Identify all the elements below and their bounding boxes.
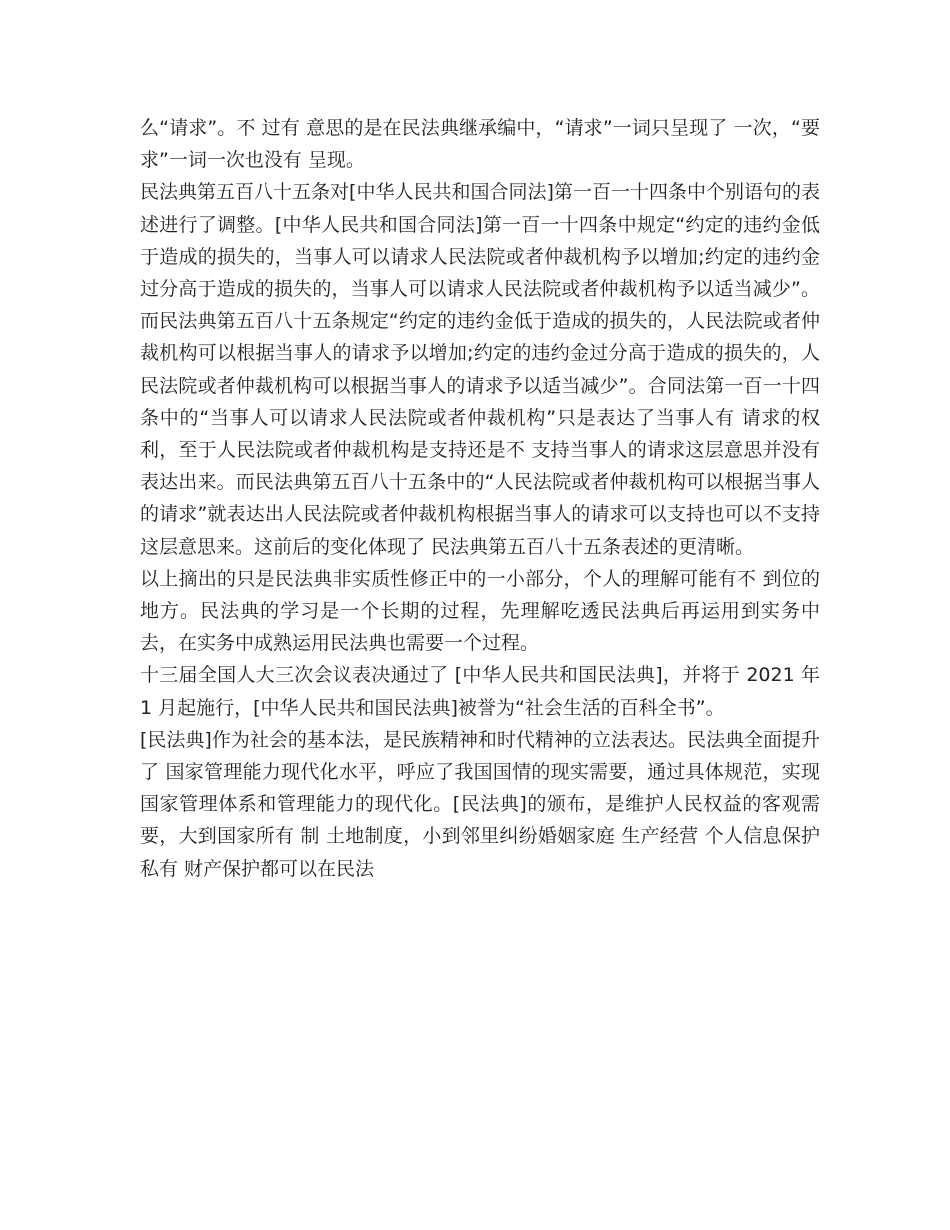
paragraph-1: 么“请求”。不 过有 意思的是在民法典继承编中，“请求”一词只呈现了 一次，“要求”一词一次也没有 呈现。: [140, 117, 820, 172]
paragraph-3: 以上摘出的只是民法典非实质性修正中的一小部分，个人的理解可能有不 到位的地方。民法典的学习是一个长期的过程，先理解吃透民法典后再运用到实务中去，在实务中成熟运用民法典也需要一个过程。: [140, 567, 820, 655]
body-text: [140, 112, 820, 885]
paragraph-4: 十三届全国人大三次会议表决通过了 [中华人民共和国民法典]，并将于 2021 年 1 月起施行，[中华人民共和国民法典]被誉为“社会生活的百科全书”。: [140, 664, 820, 719]
paragraph-2: 民法典第五百八十五条对[中华人民共和国合同法]第一百一十四条中个别语句的表述进行了调整。[中华人民共和国合同法]第一百一十四条中规定“约定的违约金低于造成的损失的，当事人可以请求人民法院或者仲裁机构予以增加;约定的违约金过分高于造成的损失的，当事人可以请求人民法院或者仲裁机构予以适当减少”。而民法典第五百八十五条规定“约定的违约金低于造成的损失的，人民法院或者仲裁机构可以根据当事人的请求予以增加;约定的违约金过分高于造成的损失的，人民法院或者仲裁机构可以根据当事人的请求予以适当减少”。合同法第一百一十四条中的“当事人可以请求人民法院或者仲裁机构”只是表达了当事人有 请求的权利，至于人民法院或者仲裁机构是支持还是不 支持当事人的请求这层意思并没有表达出来。而民法典第五百八十五条中的“人民法院或者仲裁机构可以根据当事人的请求”就表达出人民法院或者仲裁机构根据当事人的请求可以支持也可以不支持这层意思来。这前后的变化体现了 民法典第五百八十五条表述的更清晰。: [140, 181, 820, 558]
paragraph-5: [民法典]作为社会的基本法，是民族精神和时代精神的立法表达。民法典全面提升了 国家管理能力现代化水平，呼应了我国国情的现实需要，通过具体规范，实现国家管理体系和管理能力的现代化。[民法典]的颁布，是维护人民权益的客观需要，大到国家所有 制 土地制度，小到邻里纠纷婚姻家庭 生产经营 个人信息保护 私有 财产保护都可以在民法: [140, 728, 820, 880]
